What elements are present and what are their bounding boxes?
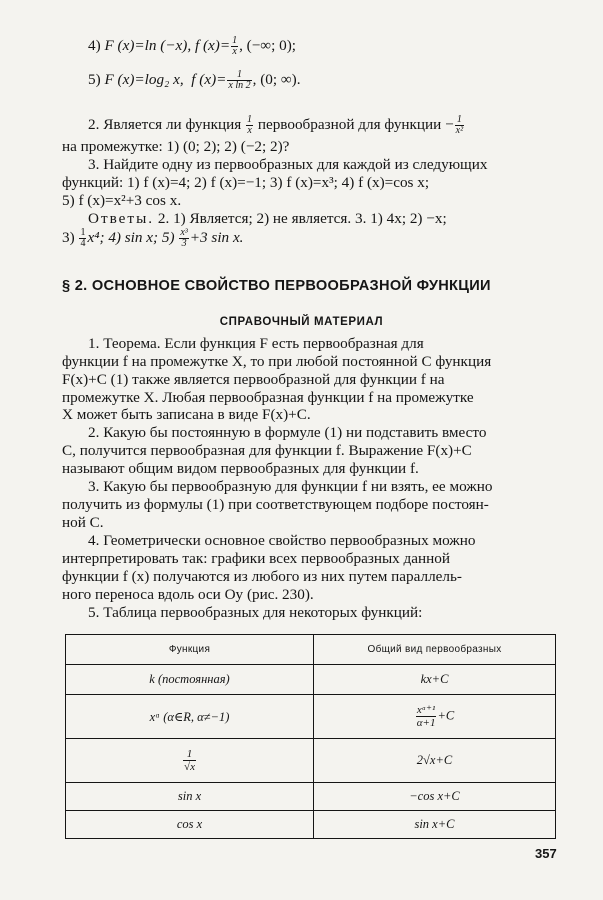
- paragraph-line: ного переноса вдоль оси Oy (рис. 230).: [62, 586, 314, 603]
- section-heading: § 2. ОСНОВНОЕ СВОЙСТВО ПЕРВООБРАЗНОЙ ФУНКЦИИ: [62, 278, 491, 294]
- paragraph-line: интерпретировать так: графики всех первообразных данной: [62, 550, 451, 567]
- answers-line-1: Ответы. 2. 1) Является; 2) не является. 3. 1) 4x; 2) −x;: [88, 210, 447, 227]
- problem-2-line-1: 2. Является ли функция $\frac{1}{x}$ первообразной для функции − $\frac{1}{\text{x²}}$: [88, 114, 464, 136]
- antiderivative-table: [65, 634, 556, 839]
- table-cell-function: k (постоянная): [66, 665, 314, 695]
- paragraph-line: функции f (x) получаются из любого из них путем параллель-: [62, 568, 462, 585]
- table-cell-function: xᵅ (α∈R, α≠−1): [66, 695, 314, 739]
- page-number: 357: [535, 846, 557, 861]
- item-number: 5): [88, 70, 101, 88]
- table-cell-function: cos x: [66, 811, 314, 839]
- paragraph-line: ной C.: [62, 514, 104, 531]
- table-header: Функция: [66, 635, 314, 665]
- interval: , (−∞; 0);: [239, 36, 297, 54]
- fraction: $\frac{\text{x³}}{3}$: [180, 227, 188, 249]
- paragraph-line: 5. Таблица первообразных для некоторых функций:: [88, 604, 423, 621]
- paragraph-line: 3. Какую бы первообразную для функции f ни взять, ее можно: [88, 478, 493, 495]
- table-row: [66, 739, 556, 783]
- table-header-row: [66, 635, 556, 665]
- paragraph-line: F(x)+C (1) также является первообразной для функции f на: [62, 371, 445, 388]
- answers-label: Ответы.: [88, 210, 155, 227]
- table-row: [66, 783, 556, 811]
- table-header: Общий вид первообразных: [314, 635, 556, 665]
- paragraph-line: 4. Геометрически основное свойство первообразных можно: [88, 532, 476, 549]
- interval: , (0; ∞).: [252, 70, 301, 88]
- formula-F: F (x)=ln (−x),: [104, 36, 192, 54]
- paragraph-line: получить из формулы (1) при соответствующем подборе постоян-: [62, 496, 489, 513]
- paragraph-line: 1. Теорема. Если функция F есть первообразная для: [88, 335, 424, 352]
- table-cell-function: [66, 739, 314, 783]
- subheading: СПРАВОЧНЫЙ МАТЕРИАЛ: [219, 316, 384, 328]
- answers-line-2: 3) $\frac{1}{4}$ x⁴; 4) sin x; 5) $\frac{\text{x³}}{3}$ +3 sin x.: [62, 227, 244, 249]
- paragraph-line: функции f на промежутке X, то при любой постоянной C функция: [62, 353, 492, 370]
- fraction: $\frac{1}{√x}$: [184, 748, 195, 773]
- fraction: $\frac{1}{4}$: [80, 227, 86, 249]
- fraction: $\frac{1}{\text{x²}}$: [455, 114, 464, 136]
- table-cell-antiderivative: −cos x+C: [314, 783, 556, 811]
- problem-3-line-2: функций: 1) f (x)=4; 2) f (x)=−1; 3) f (x)=x³; 4) f (x)=cos x;: [62, 174, 430, 191]
- problem-3-line-1: 3. Найдите одну из первообразных для каждой из следующих: [88, 156, 488, 173]
- table-row: [66, 665, 556, 695]
- fraction: $\frac{\text{xᵅ⁺¹}}{\alpha+1}$: [416, 704, 436, 729]
- paragraph-line: промежутке X. Любая первообразная функции f на промежутке: [62, 389, 474, 406]
- paragraph-line: 2. Какую бы постоянную в формуле (1) ни подставить вместо: [88, 424, 487, 441]
- formula-f: f (x)=: [191, 70, 227, 88]
- table-row: [66, 811, 556, 839]
- table-cell-antiderivative: $\frac{\text{xᵅ⁺¹}}{\alpha+1}$ +C: [314, 695, 556, 739]
- table-cell-function: sin x: [66, 783, 314, 811]
- table-cell-antiderivative: kx+C: [314, 665, 556, 695]
- formula-F: F (x)=log₂ x,: [104, 70, 184, 88]
- fraction: $\frac{1}{\text{x ln 2}}$: [228, 69, 251, 91]
- problem-3-line-3: 5) f (x)=x²+3 cos x.: [62, 192, 182, 209]
- item-5: [88, 70, 301, 91]
- formula-f: f (x)=: [194, 36, 231, 54]
- table-cell-antiderivative: sin x+C: [314, 811, 556, 839]
- item-number: 4): [88, 36, 101, 54]
- item-4: [88, 36, 296, 57]
- paragraph-line: X может быть записана в виде F(x)+C.: [62, 406, 311, 423]
- table-row: [66, 695, 556, 739]
- paragraph-line: C, получится первообразная для функции f. Выражение F(x)+C: [62, 442, 472, 459]
- fraction: $\frac{1}{x}$: [232, 35, 238, 57]
- paragraph-line: называют общим видом первообразных для функции f.: [62, 460, 419, 477]
- problem-2-line-2: на промежутке: 1) (0; 2); 2) (−2; 2)?: [62, 138, 290, 155]
- table-cell-antiderivative: 2√x+C: [314, 739, 556, 783]
- fraction: $\frac{1}{x}$: [247, 114, 253, 136]
